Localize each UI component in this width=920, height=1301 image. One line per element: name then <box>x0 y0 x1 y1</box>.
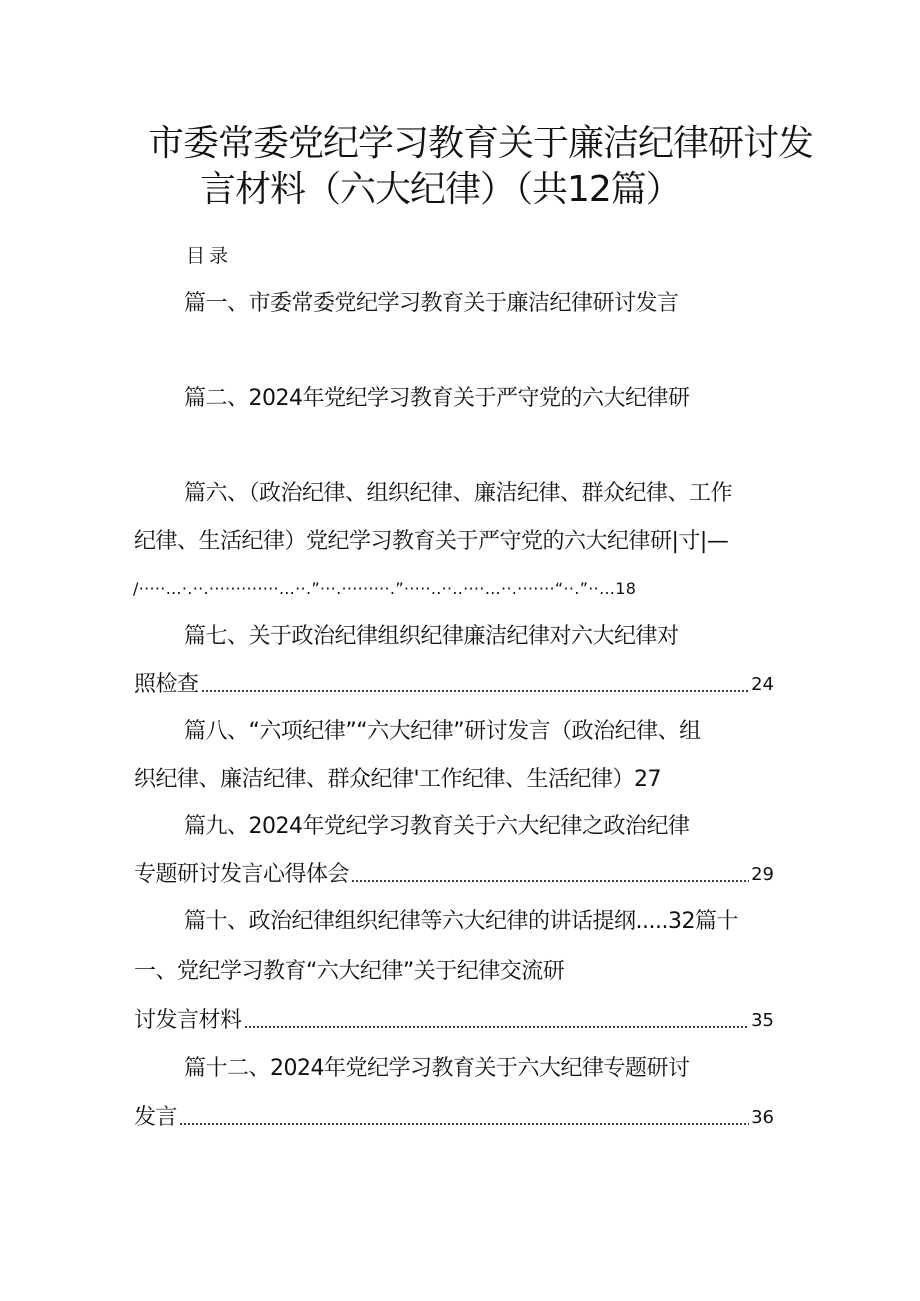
toc-entry-2: 篇二、2024年党纪学习教育关于严守党的六大纪律研 <box>184 386 690 411</box>
toc-entry-11-line-2 <box>134 1006 774 1036</box>
leader-dots <box>351 879 749 883</box>
toc-heading: 目录 <box>186 245 233 267</box>
toc-entry-12-line-2 <box>134 1103 774 1133</box>
toc-entry-12-text: 发言 <box>134 1105 178 1130</box>
toc-entry-9-text: 专题研讨发言心得体会 <box>134 862 350 887</box>
toc-entry-11-page-number: 35 <box>751 1010 774 1031</box>
toc-entry-11-text: 讨发言材料 <box>134 1008 242 1033</box>
toc-entry-8-line-1: 篇八、“六项纪律”“六大纪律”研讨发言（政治纪律、组 <box>184 719 701 744</box>
toc-entry-7-text: 照检查 <box>134 672 199 697</box>
toc-entry-1: 篇一、市委常委党纪学习教育关于廉洁纪律研讨发言 <box>184 291 679 316</box>
leader-dots <box>244 1025 750 1029</box>
toc-entry-10-line: 篇十、政治纪律组织纪律等六大纪律的讲话提纲.....32篇十 <box>184 909 738 934</box>
document-title-line-2: 言材料（六大纪律）（共12篇） <box>200 169 681 210</box>
leader-dots <box>179 1122 749 1126</box>
toc-entry-8-line-2: 织纪律、廉洁纪律、群众纪律'工作纪律、生活纪律）27 <box>134 767 662 792</box>
toc-entry-11-line-1: 一、党纪学习教育“六大纪律”关于纪律交流研 <box>134 959 565 984</box>
toc-entry-12-line-1: 篇十二、2024年党纪学习教育关于六大纪律专题研讨 <box>184 1056 690 1081</box>
leader-dots <box>201 689 750 693</box>
toc-entry-12-page-number: 36 <box>751 1107 774 1128</box>
toc-entry-9-line-2 <box>134 860 774 890</box>
toc-entry-7-page-number: 24 <box>751 674 774 695</box>
toc-entry-7-line-1: 篇七、关于政治纪律组织纪律廉洁纪律对六大纪律对 <box>184 624 679 649</box>
toc-entry-9-line-1: 篇九、2024年党纪学习教育关于六大纪律之政治纪律 <box>184 814 690 839</box>
toc-entry-6-leader-line: /·····…·.··.·············…··.”···.·········.”·····..··..····…··.·······“··.”··…18 <box>133 579 637 598</box>
toc-entry-7-line-2 <box>134 670 774 700</box>
toc-entry-6-line-1: 篇六、（政治纪律、组织纪律、廉洁纪律、群众纪律、工作 <box>184 481 733 506</box>
document-title-line-1: 市委常委党纪学习教育关于廉洁纪律研讨发 <box>148 123 814 164</box>
toc-entry-6-line-2: 纪律、生活纪律）党纪学习教育关于严守党的六大纪律研|寸|— <box>134 529 729 554</box>
toc-entry-9-page-number: 29 <box>751 864 774 885</box>
